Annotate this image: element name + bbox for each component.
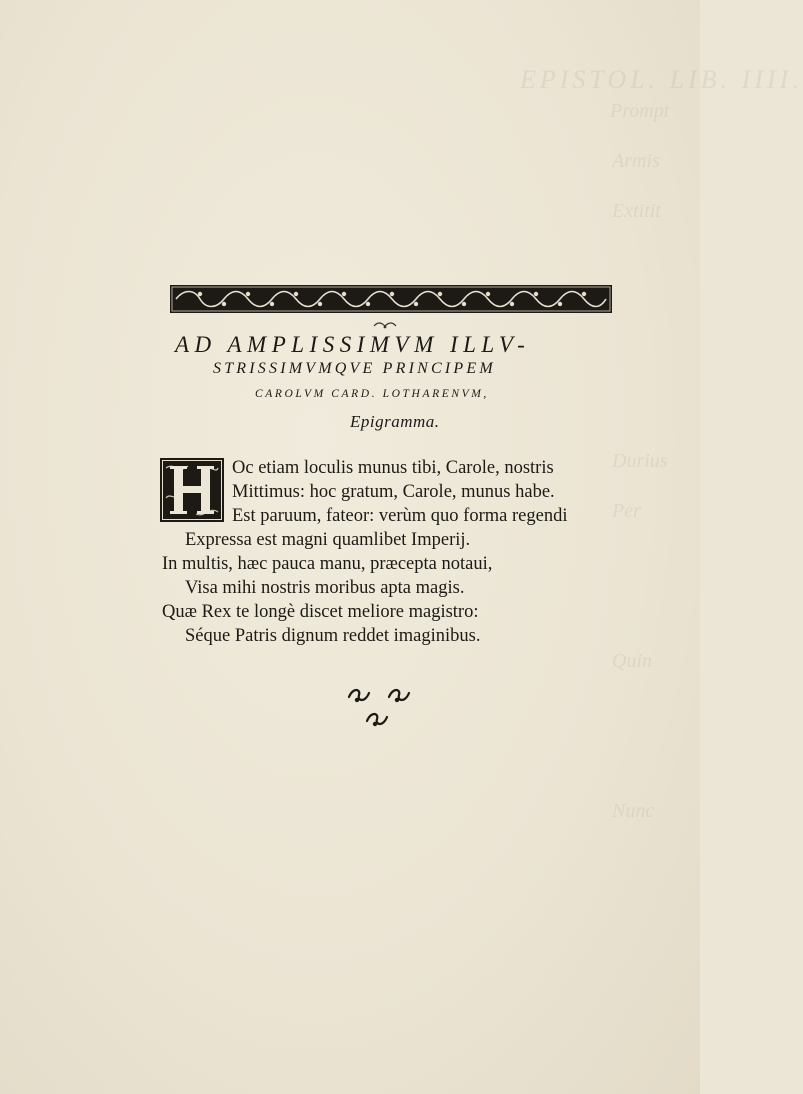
verse-line-4: Expressa est magni quamlibet Imperij.: [185, 530, 471, 550]
verse-line-7: Quæ Rex te longè discet meliore magistro:: [162, 602, 479, 622]
verse-line-6: Visa mihi nostris moribus apta magis.: [185, 578, 465, 598]
title-line-1: AD AMPLISSIMVM ILLV-: [175, 332, 531, 357]
verse-line-8: Séque Patris dignum reddet imaginibus.: [185, 626, 481, 646]
bleed-through-text: Quin: [612, 650, 652, 672]
verse-line-5: In multis, hæc pauca manu, præcepta notaui,: [162, 554, 493, 574]
bleed-through-text: Durius: [612, 450, 668, 472]
bleed-through-text: Nunc: [612, 800, 655, 822]
bleed-through-text: Extitit: [612, 200, 661, 222]
genre-label: Epigramma.: [350, 412, 440, 431]
title-line-2: STRISSIMVMQVE PRINCIPEM: [213, 360, 496, 377]
bleed-through-text: EPISTOL. LIB. IIII.: [520, 65, 803, 94]
verse-line-3: Est paruum, fateor: verùm quo forma regendi: [232, 506, 568, 526]
small-ornament: [372, 318, 398, 330]
decorated-initial-h-icon: [160, 458, 224, 522]
bleed-through-text: Armis: [612, 150, 660, 172]
tailpiece-fleurons: [345, 685, 415, 733]
verse-line-1: Oc etiam loculis munus tibi, Carole, nostris: [232, 458, 554, 478]
verse-line-2: Mittimus: hoc gratum, Carole, munus habe.: [232, 482, 555, 502]
headpiece-ornament: [170, 285, 612, 313]
bleed-through-text: Per: [612, 500, 641, 522]
title-line-3: CAROLVM CARD. LOTHARENVM,: [255, 388, 489, 400]
bleed-through-text: Prompt: [610, 100, 670, 122]
